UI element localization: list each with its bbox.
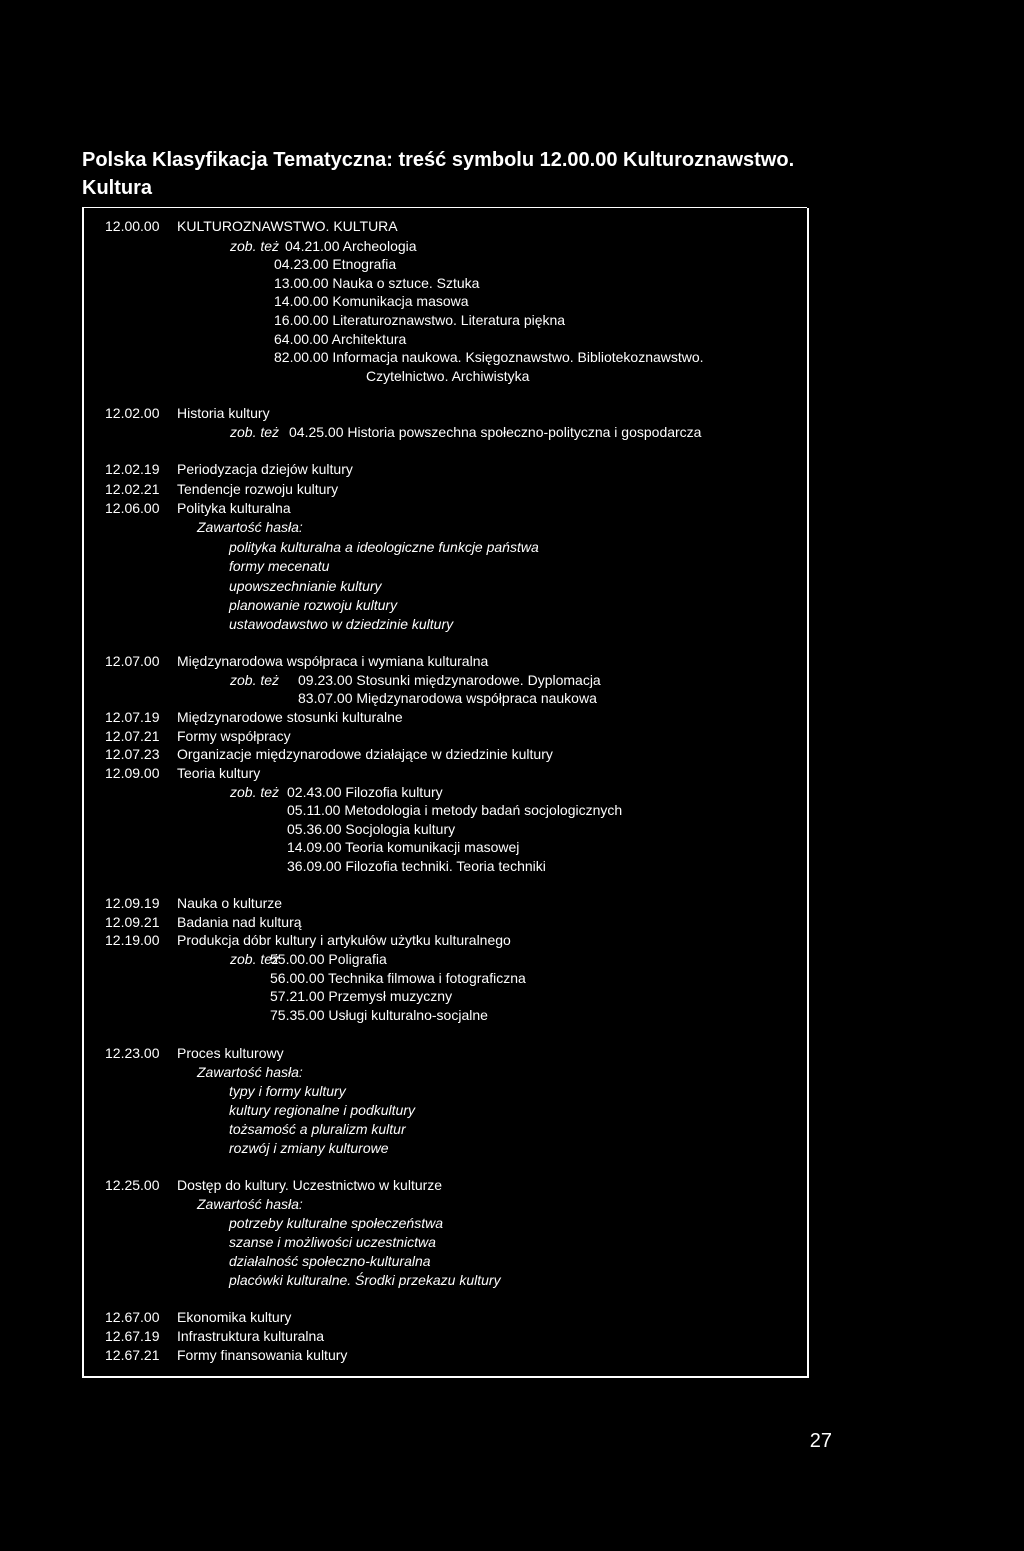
scope-note-text: planowanie rozwoju kultury xyxy=(229,597,398,613)
classification-entry: 57.21.00 Przemysł muzyczny xyxy=(270,988,453,1004)
classification-code: 12.07.00 xyxy=(105,653,160,669)
scope-note-text: Zawartość hasła: xyxy=(197,519,303,535)
classification-entry: 04.25.00 Historia powszechna społeczno-polityczna i gospodarcza xyxy=(289,424,702,440)
classification-entry: 04.21.00 Archeologia xyxy=(285,238,417,254)
see-also-label: zob. też xyxy=(230,951,280,967)
classification-entry: Organizacje międzynarodowe działające w dziedzinie kultury xyxy=(177,746,553,762)
classification-entry: 05.36.00 Socjologia kultury xyxy=(287,821,456,837)
classification-code: 12.02.00 xyxy=(105,405,160,421)
classification-code: 12.07.21 xyxy=(105,728,160,744)
classification-code: 12.09.19 xyxy=(105,895,160,911)
classification-entry: 36.09.00 Filozofia techniki. Teoria techniki xyxy=(287,858,546,874)
classification-entry: Formy współpracy xyxy=(177,728,291,744)
classification-code: 12.25.00 xyxy=(105,1177,160,1193)
classification-entry: 83.07.00 Międzynarodowa współpraca naukowa xyxy=(298,690,597,706)
classification-code: 12.67.21 xyxy=(105,1347,160,1363)
classification-entry: 02.43.00 Filozofia kultury xyxy=(287,784,443,800)
classification-entry: 13.00.00 Nauka o sztuce. Sztuka xyxy=(274,275,480,291)
scope-note-text: szanse i możliwości uczestnictwa xyxy=(229,1234,436,1250)
classification-code: 12.02.19 xyxy=(105,461,160,477)
see-also-label: zob. też xyxy=(230,784,280,800)
classification-entry: 82.00.00 Informacja naukowa. Księgoznawstwo. Bibliotekoznawstwo. xyxy=(274,349,704,365)
classification-entry: 64.00.00 Architektura xyxy=(274,331,407,347)
classification-code: 12.07.19 xyxy=(105,709,160,725)
scope-note-text: rozwój i zmiany kulturowe xyxy=(229,1140,389,1156)
scope-note-text: Zawartość hasła: xyxy=(197,1064,303,1080)
see-also-label: zob. też xyxy=(230,424,280,440)
classification-entry: Ekonomika kultury xyxy=(177,1309,292,1325)
classification-code: 12.09.00 xyxy=(105,765,160,781)
classification-entry: 05.11.00 Metodologia i metody badań socjologicznych xyxy=(287,802,623,818)
classification-entry: Produkcja dóbr kultury i artykułów użytku kulturalnego xyxy=(177,932,511,948)
classification-entry: 14.00.00 Komunikacja masowa xyxy=(274,293,469,309)
classification-entry: Historia kultury xyxy=(177,405,270,421)
classification-entry: 56.00.00 Technika filmowa i fotograficzna xyxy=(270,970,526,986)
scope-note-text: tożsamość a pluralizm kultur xyxy=(229,1121,406,1137)
see-also-label: zob. też xyxy=(230,238,280,254)
classification-entry: Infrastruktura kulturalna xyxy=(177,1328,325,1344)
classification-code: 12.67.19 xyxy=(105,1328,160,1344)
classification-entry: 04.23.00 Etnografia xyxy=(274,256,397,272)
classification-entry: Nauka o kulturze xyxy=(177,895,283,911)
classification-code: 12.06.00 xyxy=(105,500,160,516)
scope-note-text: upowszechnianie kultury xyxy=(229,578,382,594)
classification-entry: Czytelnictwo. Archiwistyka xyxy=(366,368,530,384)
classification-code: 12.19.00 xyxy=(105,932,160,948)
classification-entry: 55.00.00 Poligrafia xyxy=(270,951,387,967)
scope-note-text: formy mecenatu xyxy=(229,558,330,574)
scope-note-text: kultury regionalne i podkultury xyxy=(229,1102,415,1118)
classification-entry: Polityka kulturalna xyxy=(177,500,291,516)
classification-entry: 16.00.00 Literaturoznawstwo. Literatura piękna xyxy=(274,312,566,328)
page-number: 27 xyxy=(809,1430,832,1452)
scope-note-text: polityka kulturalna a ideologiczne funkcje państwa xyxy=(229,539,539,555)
classification-entry: Dostęp do kultury. Uczestnictwo w kulturze xyxy=(177,1177,443,1193)
classification-entry: 09.23.00 Stosunki międzynarodowe. Dyplomacja xyxy=(298,672,601,688)
scope-note-text: potrzeby kulturalne społeczeństwa xyxy=(229,1215,444,1231)
classification-entry: Międzynarodowe stosunki kulturalne xyxy=(177,709,403,725)
classification-code: 12.02.21 xyxy=(105,481,160,497)
classification-code: 12.23.00 xyxy=(105,1045,160,1061)
classification-code: 12.09.21 xyxy=(105,914,160,930)
scope-note-text: działalność społeczno-kulturalna xyxy=(229,1253,431,1269)
classification-entry: Międzynarodowa współpraca i wymiana kulturalna xyxy=(177,653,489,669)
classification-code: 12.67.00 xyxy=(105,1309,160,1325)
classification-code: 12.00.00 xyxy=(105,218,160,234)
scope-note-text: Zawartość hasła: xyxy=(197,1196,303,1212)
classification-entry: Formy finansowania kultury xyxy=(177,1347,348,1363)
classification-code: 12.07.23 xyxy=(105,746,160,762)
classification-entry: KULTUROZNAWSTWO. KULTURA xyxy=(177,218,398,234)
classification-entry: 14.09.00 Teoria komunikacji masowej xyxy=(287,839,520,855)
scope-note-text: placówki kulturalne. Środki przekazu kultury xyxy=(229,1272,501,1288)
classification-entry: Proces kulturowy xyxy=(177,1045,284,1061)
see-also-label: zob. też xyxy=(230,672,280,688)
classification-entry: Badania nad kulturą xyxy=(177,914,302,930)
classification-entry: Tendencje rozwoju kultury xyxy=(177,481,339,497)
scope-note-text: typy i formy kultury xyxy=(229,1083,346,1099)
classification-entry: Teoria kultury xyxy=(177,765,261,781)
classification-entry: 75.35.00 Usługi kulturalno-socjalne xyxy=(270,1007,488,1023)
page-title: Polska Klasyfikacja Tematyczna: treść symbolu 12.00.00 Kulturoznawstwo. Kultura xyxy=(82,149,795,199)
classification-entry: Periodyzacja dziejów kultury xyxy=(177,461,353,477)
scope-note-text: ustawodawstwo w dziedzinie kultury xyxy=(229,616,454,632)
